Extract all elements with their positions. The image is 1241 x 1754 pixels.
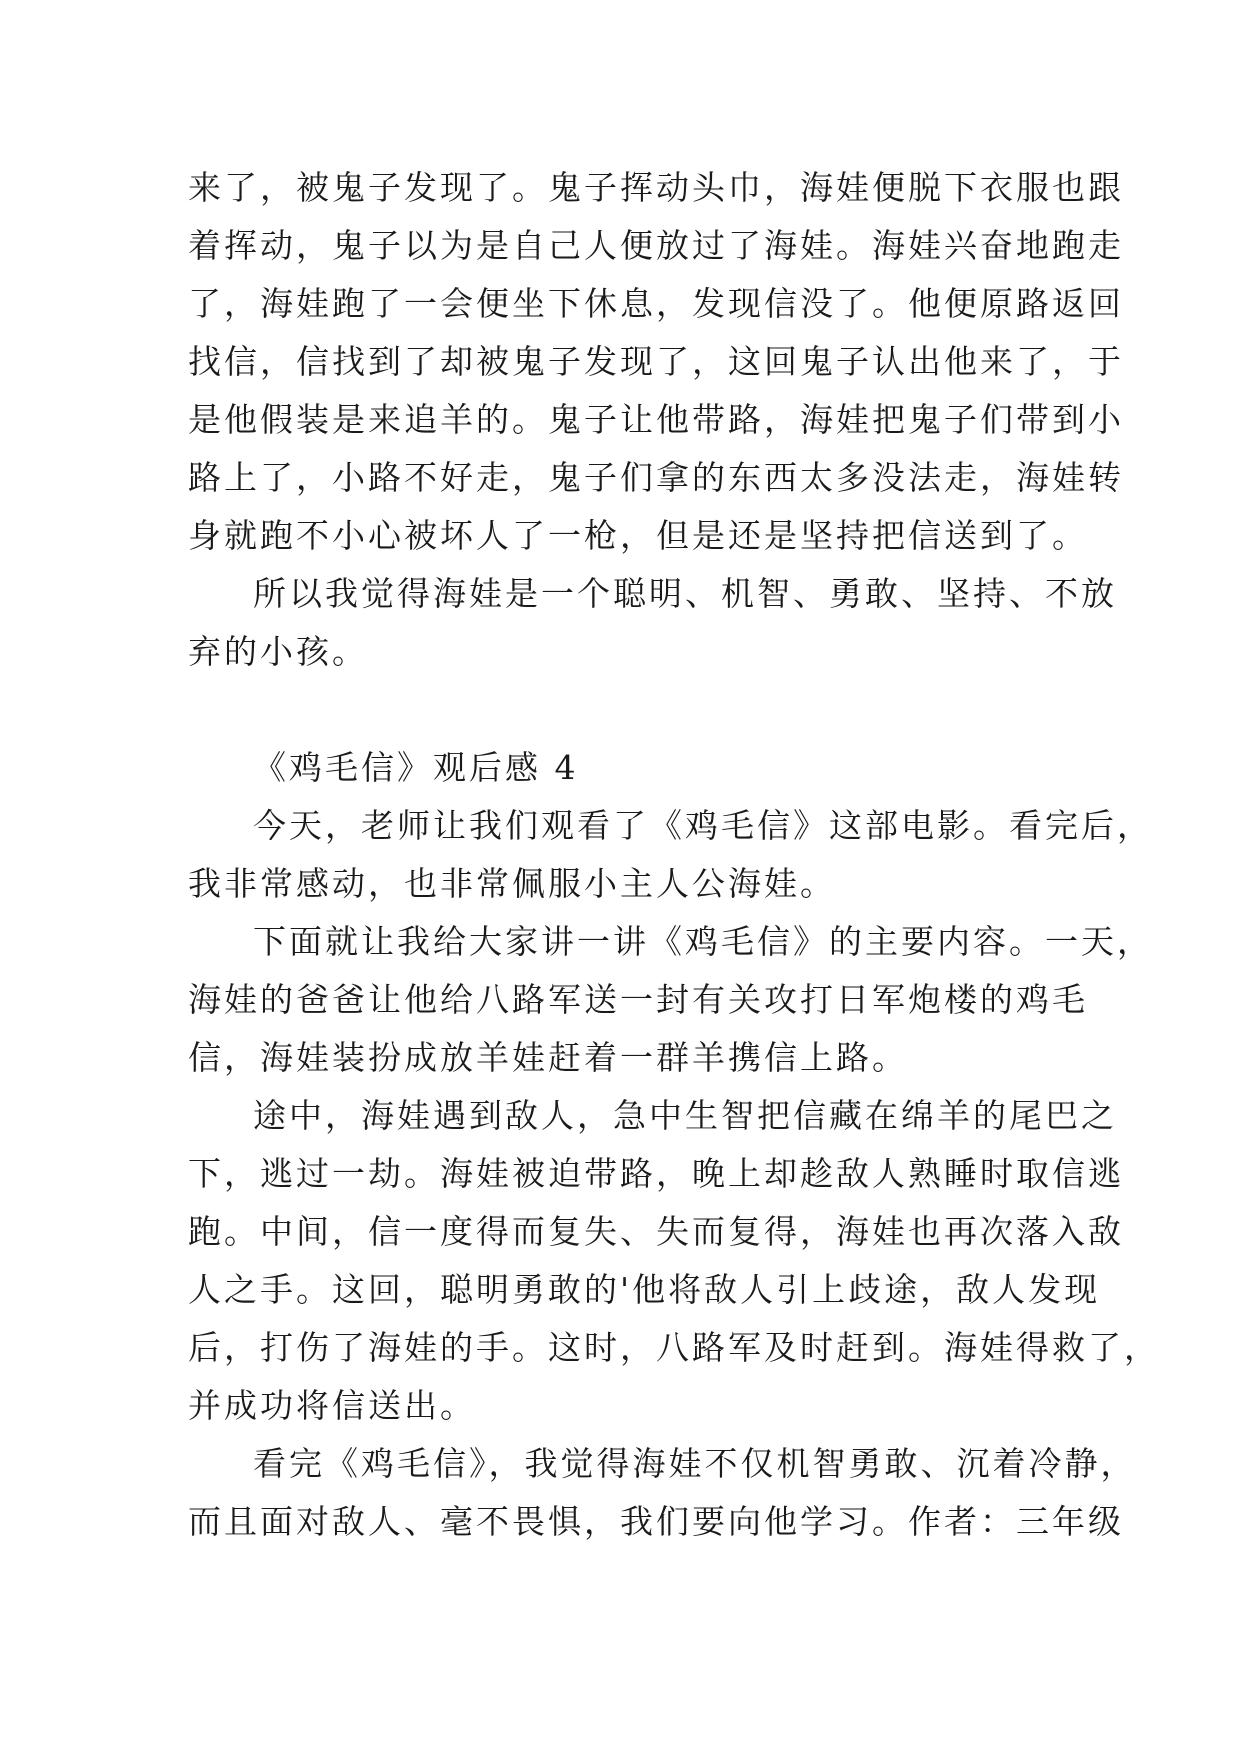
text-line: 身就跑不小心被坏人了一枪，但是还是坚持把信送到了。 — [188, 516, 1088, 555]
text-line: 下面就让我给大家讲一讲《鸡毛信》的主要内容。一天， — [253, 922, 1153, 961]
text-line: 所以我觉得海娃是一个聪明、机智、勇敢、坚持、不放 — [253, 574, 1117, 613]
text-line: 来了，被鬼子发现了。鬼子挥动头巾，海娃便脱下衣服也跟 — [188, 168, 1124, 207]
text-line: 弃的小孩。 — [188, 632, 368, 671]
text-line: 我非常感动，也非常佩服小主人公海娃。 — [188, 864, 836, 903]
text-line: 信，海娃装扮成放羊娃赶着一群羊携信上路。 — [188, 1038, 908, 1077]
text-line: 找信，信找到了却被鬼子发现了，这回鬼子认出他来了，于 — [188, 342, 1124, 381]
text-line: 人之手。这回，聪明勇敢的'他将敌人引上歧途，敌人发现 — [188, 1270, 1101, 1309]
text-line: 着挥动，鬼子以为是自己人便放过了海娃。海娃兴奋地跑走 — [188, 226, 1124, 265]
section-heading: 《鸡毛信》观后感 4 — [253, 748, 579, 787]
text-line: 海娃的爸爸让他给八路军送一封有关攻打日军炮楼的鸡毛 — [188, 980, 1088, 1019]
text-line: 后，打伤了海娃的手。这时，八路军及时赶到。海娃得救了， — [188, 1328, 1160, 1367]
text-line: 看完《鸡毛信》，我觉得海娃不仅机智勇敢、沉着冷静， — [253, 1444, 1137, 1483]
text-line: 今天，老师让我们观看了《鸡毛信》这部电影。看完后， — [253, 806, 1153, 845]
text-line: 途中，海娃遇到敌人，急中生智把信藏在绵羊的尾巴之 — [253, 1096, 1117, 1135]
text-line: 下，逃过一劫。海娃被迫带路，晚上却趁敌人熟睡时取信逃 — [188, 1154, 1124, 1193]
text-line: 是他假装是来追羊的。鬼子让他带路，海娃把鬼子们带到小 — [188, 400, 1124, 439]
text-line: 了，海娃跑了一会便坐下休息，发现信没了。他便原路返回 — [188, 284, 1124, 323]
text-line: 并成功将信送出。 — [188, 1386, 476, 1425]
text-line: 而且面对敌人、毫不畏惧，我们要向他学习。作者：三年级 — [188, 1502, 1124, 1541]
text-line: 路上了，小路不好走，鬼子们拿的东西太多没法走，海娃转 — [188, 458, 1124, 497]
text-line: 跑。中间，信一度得而复失、失而复得，海娃也再次落入敌 — [188, 1212, 1124, 1251]
